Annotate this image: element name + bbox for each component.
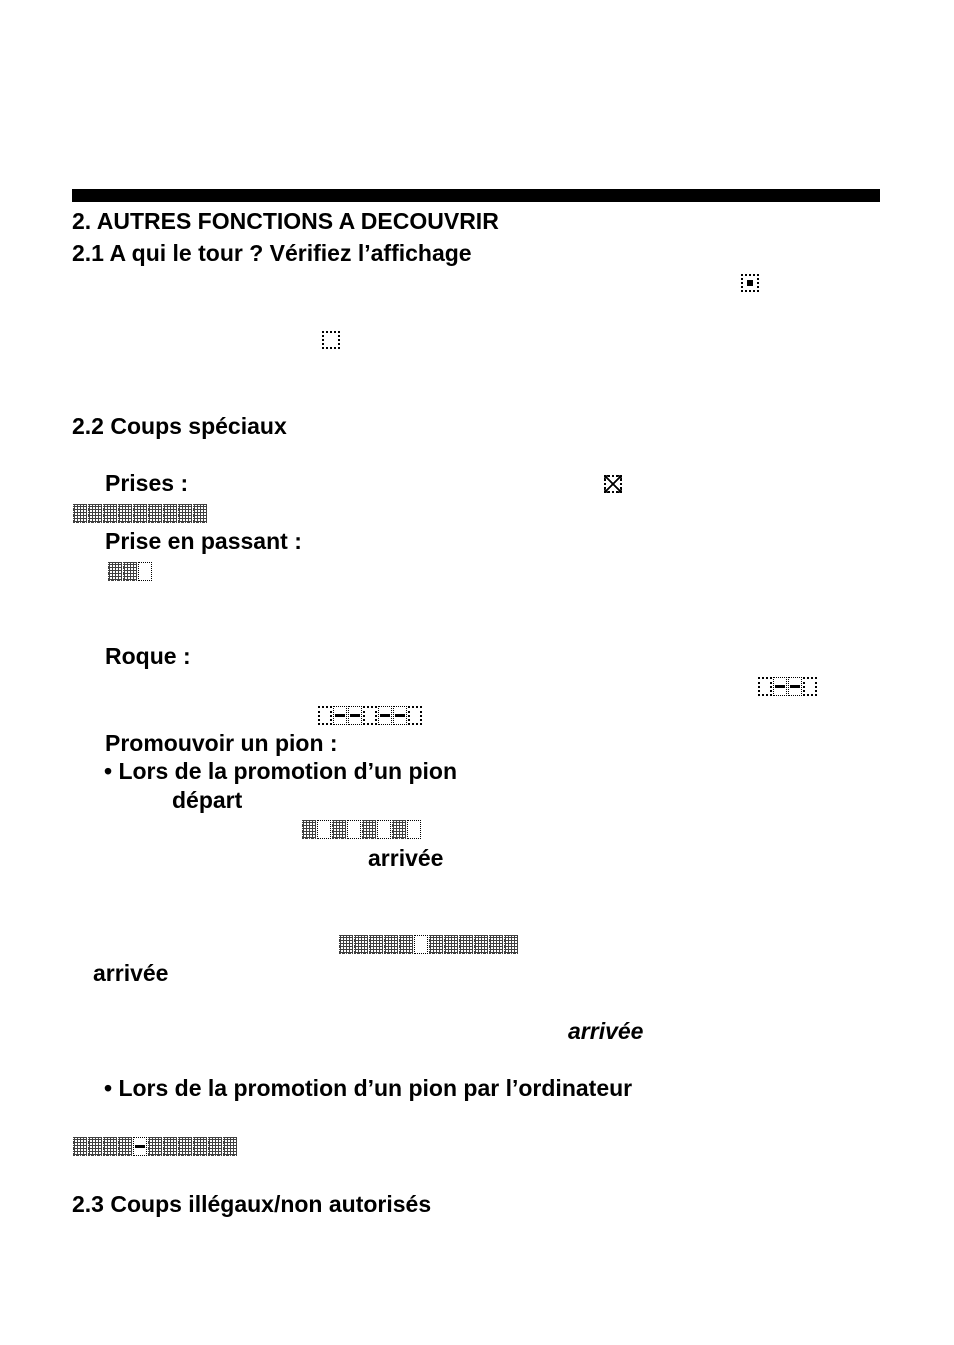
section-rule: [72, 189, 880, 202]
label-prise-en-passant: Prise en passant :: [105, 528, 302, 554]
lcd-short-castle: [758, 677, 817, 696]
label-promouvoir: Promouvoir un pion :: [105, 730, 338, 756]
lcd-en-passant: [108, 562, 152, 581]
label-prises: Prises :: [105, 470, 189, 496]
heading-2-2: 2.2 Coups spéciaux: [72, 413, 287, 439]
white-square-indicator-icon: [322, 331, 340, 349]
label-promo-player: • Lors de la promotion d’un pion: [104, 758, 458, 784]
label-arrivee-2: arrivée: [93, 960, 169, 986]
label-promo-computer: • Lors de la promotion d’un pion par l’ordinateur: [104, 1075, 633, 1101]
label-arrivee-1: arrivée: [368, 845, 444, 871]
lcd-long-castle: [318, 706, 422, 725]
section-title: 2. AUTRES FONCTIONS A DECOUVRIR: [72, 208, 499, 234]
label-roque: Roque :: [105, 643, 191, 669]
heading-2-1: 2.1 A qui le tour ? Vérifiez l’affichage: [72, 240, 472, 266]
label-depart: départ: [172, 787, 243, 813]
lcd-prom-rook: [339, 935, 518, 954]
label-arrivee-3: arrivée: [568, 1018, 644, 1044]
lcd-promo-choices: [302, 820, 421, 839]
capture-cross-icon: [604, 475, 622, 493]
heading-2-3: 2.3 Coups illégaux/non autorisés: [72, 1191, 432, 1217]
lcd-computer-promo: [73, 1137, 237, 1156]
black-square-indicator-icon: [741, 274, 759, 292]
lcd-capture-move: [73, 504, 207, 523]
